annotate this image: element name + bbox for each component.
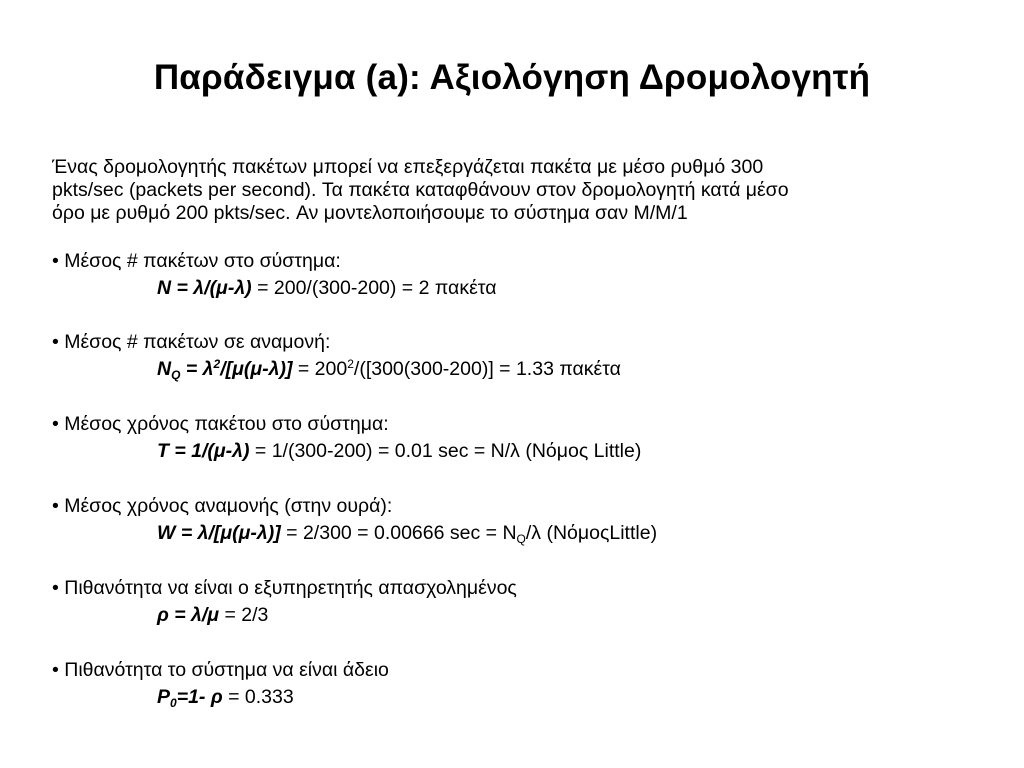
formula-expression	[157, 358, 292, 380]
bullet-server-busy-probability: • Πιθανότητα να είναι ο εξυπηρετητής απασχολημένος	[52, 577, 517, 599]
intro-line: όρο με ρυθμό 200 pkts/sec. Αν μοντελοποιήσουμε το σύστημα σαν M/M/1	[52, 202, 688, 224]
formula-server-busy-probability	[157, 604, 268, 627]
intro-line: Ένας δρομολογητής πακέτων μπορεί να επεξεργάζεται πακέτα με μέσο ρυθμό 300	[52, 156, 764, 178]
bullet-mean-packets-system: • Μέσος # πακέτων στο σύστημα:	[52, 250, 341, 272]
formula-value: = 0.333	[222, 686, 294, 708]
value-pre: = 200	[292, 358, 348, 380]
value-subscript: Q	[516, 532, 526, 546]
formula-value: = 1/(300-200) = 0.01 sec = N/λ (Νόμος Little)	[249, 440, 642, 462]
formula-superscript: 2	[213, 357, 221, 371]
formula-mean-packets-system	[157, 277, 496, 300]
bullet-mean-time-system: • Μέσος χρόνος πακέτου στο σύστημα:	[52, 413, 389, 435]
formula-mean-waiting-time	[157, 522, 657, 545]
formula-mean-time-system	[157, 440, 641, 463]
formula-value	[292, 358, 620, 380]
bullet-mean-packets-queue: • Μέσος # πακέτων σε αναμονή:	[52, 331, 331, 353]
slide-title: Παράδειγμα (a): Αξιολόγηση Δρομολογητή	[153, 58, 871, 97]
formula-symbol: P	[157, 686, 171, 708]
value-post: /([300(300-200)] = 1.33 πακέτα	[353, 358, 621, 380]
value-superscript: 2	[347, 357, 354, 371]
formula-subscript: Q	[171, 368, 181, 382]
formula-symbol: N	[157, 358, 172, 380]
formula-mean-packets-queue	[157, 358, 621, 381]
intro-paragraph	[52, 156, 982, 225]
formula-value: = 200/(300-200) = 2 πακέτα	[251, 277, 497, 299]
formula-eq: = λ	[180, 358, 214, 380]
value-pre: = 2/300 = 0.00666 sec = N	[280, 522, 517, 544]
bullet-system-empty-probability: • Πιθανότητα το σύστημα να είναι άδειο	[52, 659, 389, 681]
formula-expression	[157, 686, 223, 708]
formula-expression: W = λ/[μ(μ-λ)]	[157, 522, 281, 544]
formula-system-empty-probability	[157, 686, 294, 709]
intro-line: pkts/sec (packets per second). Τα πακέτα καταφθάνουν στον δρομολογητή κατά μέσο	[52, 179, 789, 201]
formula-expression: N = λ/(μ-λ)	[157, 277, 252, 299]
formula-value: = 2/3	[219, 604, 269, 626]
formula-rest: /[μ(μ-λ)]	[220, 358, 293, 380]
formula-subscript: 0	[170, 696, 177, 710]
value-post: /λ (ΝόμοςLittle)	[525, 522, 658, 544]
formula-value	[281, 522, 657, 544]
formula-expression: T = 1/(μ-λ)	[157, 440, 250, 462]
bullet-mean-waiting-time: • Μέσος χρόνος αναμονής (στην ουρά):	[52, 495, 393, 517]
formula-rest: =1- ρ	[176, 686, 223, 708]
formula-expression: ρ = λ/μ	[157, 604, 220, 626]
